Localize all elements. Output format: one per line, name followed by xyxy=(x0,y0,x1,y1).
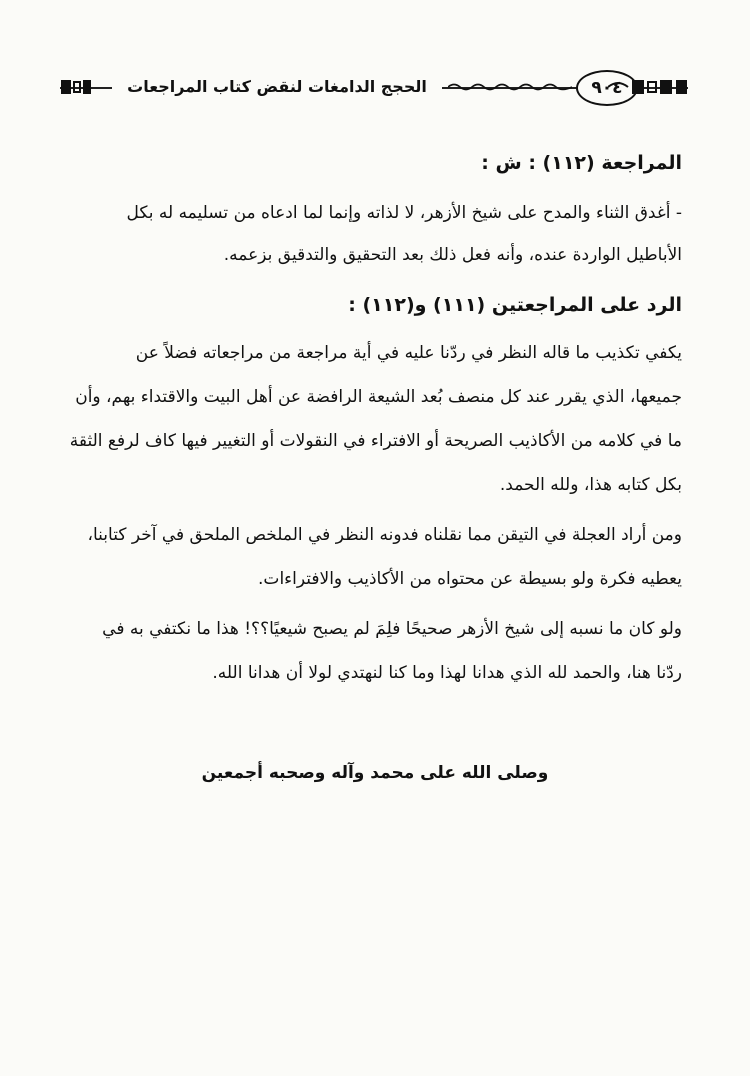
section-heading-review-112: المراجعة (١١٢) : ش : xyxy=(481,152,682,174)
closing-line: وصلى الله على محمد وآله وصحبه أجمعين xyxy=(201,763,549,783)
text-line: ما في كلامه من الأكاذيب الصريحة أو الافتراء في النقولات أو التغيير فيها كاف لرفع الثقة xyxy=(69,431,682,451)
header-ornament-left xyxy=(60,77,92,97)
text-line: الأباطيل الواردة عنده، وأنه فعل ذلك بعد التحقيق والتدقيق بزعمه. xyxy=(223,245,682,265)
page-number: ٩٠٤ xyxy=(576,70,638,106)
page-header xyxy=(60,66,688,106)
text-line: بكل كتابه هذا، ولله الحمد. xyxy=(499,475,682,495)
text-line: يكفي تكذيب ما قاله النظر في ردّنا عليه في أية مراجعة من مراجعاته فضلاً عن xyxy=(135,343,682,363)
header-ornament-right xyxy=(608,77,688,97)
header-flourish xyxy=(448,80,572,94)
text-line: ردّنا هنا، والحمد لله الذي هدانا لهذا وما كنا لنهتدي لولا أن هدانا الله. xyxy=(212,663,682,683)
text-line: يعطيه فكرة ولو بسيطة عن محتواه من الأكاذيب والافتراءات. xyxy=(258,569,682,589)
running-title: الحجج الدامغات لنقض كتاب المراجعات xyxy=(112,74,442,100)
text-line: ومن أراد العجلة في التيقن مما نقلناه فدونه النظر في الملخص الملحق في آخر كتابنا، xyxy=(87,525,682,545)
text-line: جميعها، الذي يقرر عند كل منصف بُعد الشيعة الرافضة عن أهل البيت والاقتداء بهم، وأن xyxy=(75,387,682,407)
text-line: - أغدق الثناء والمدح على شيخ الأزهر، لا لذاته وإنما لما ادعاه من تسليمه له بكل xyxy=(126,203,682,223)
text-line: ولو كان ما نسبه إلى شيخ الأزهر صحيحًا فلِمَ لم يصبح شيعيًا؟؟! هذا ما نكتفي به في xyxy=(102,619,682,639)
section-heading-reply: الرد على المراجعتين (١١١) و(١١٢) : xyxy=(348,294,682,316)
